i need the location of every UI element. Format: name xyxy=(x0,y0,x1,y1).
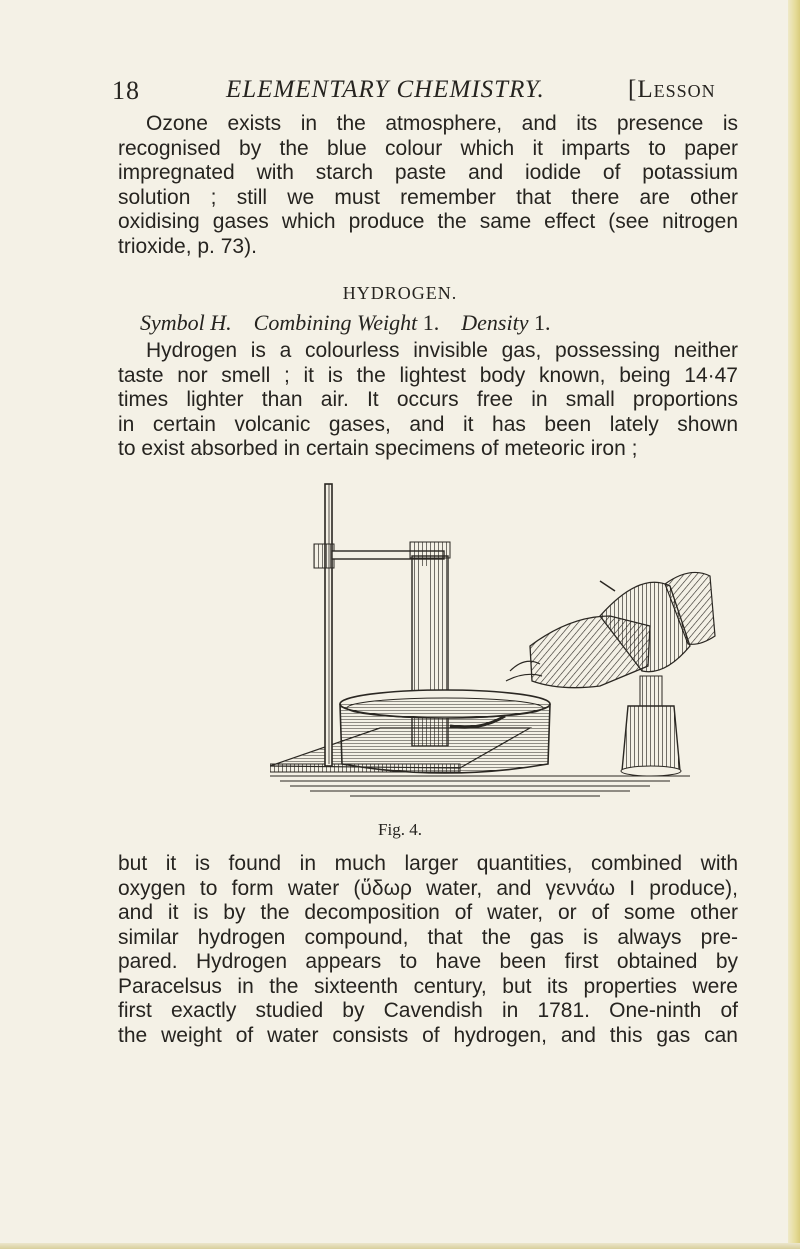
text-line: oxidising gases which produce the same effect (see nitrogen xyxy=(118,210,738,233)
page-header xyxy=(0,68,800,108)
weight-label: Combining Weight xyxy=(253,310,418,335)
text-line: first exactly studied by Cavendish in 1781. One-ninth of xyxy=(118,999,738,1022)
text-line: times lighter than air. It occurs free in small proportions xyxy=(118,388,738,411)
element-properties xyxy=(140,310,740,336)
text-line: Paracelsus in the sixteenth century, but its properties were xyxy=(118,974,738,998)
text-line: pared. Hydrogen appears to have been first obtained by xyxy=(118,950,738,973)
text-line: to exist absorbed in certain specimens of meteoric iron ; xyxy=(118,437,638,460)
symbol-value: H. xyxy=(210,310,232,335)
text-line: impregnated with starch paste and iodide of potassium xyxy=(118,161,738,184)
text-line: Hydrogen is a colourless invisible gas, possessing neither xyxy=(146,339,738,362)
text-line: and it is by the decomposition of water, or of some other xyxy=(118,901,738,924)
text-line: solution ; still we must remember that there are other xyxy=(118,185,738,209)
page-edge xyxy=(788,0,800,1249)
text-line: in certain volcanic gases, and it has been lately shown xyxy=(118,412,738,436)
text-line: but it is found in much larger quantities, combined with xyxy=(118,852,738,875)
running-title: ELEMENTARY CHEMISTRY. xyxy=(226,76,545,103)
text-line: trioxide, p. 73). xyxy=(118,234,257,258)
text-line: similar hydrogen compound, that the gas is always pre- xyxy=(118,925,738,949)
lesson-label: [Lesson xyxy=(628,76,716,103)
hydrogen-apparatus-icon xyxy=(270,476,770,816)
paragraph-hydrogen-intro xyxy=(118,339,738,462)
text-line: the weight of water consists of hydrogen, and this gas can xyxy=(118,1023,738,1047)
text-line: Ozone exists in the atmosphere, and its presence is xyxy=(146,112,738,135)
page-bottom-edge xyxy=(0,1243,800,1249)
text-line: recognised by the blue colour which it imparts to paper xyxy=(118,136,738,160)
density-value: 1. xyxy=(533,310,551,335)
section-heading: HYDROGEN. xyxy=(342,283,458,303)
text-line: oxygen to form water (ὕδωρ water, and γεννάω I produce), xyxy=(118,876,738,900)
figure-illustration xyxy=(270,476,770,816)
density-label: Density xyxy=(461,310,529,335)
paragraph-hydrogen-sources xyxy=(118,852,738,1048)
text-line: taste nor smell ; it is the lightest body known, being 14·47 xyxy=(118,363,738,387)
page-number: 18 xyxy=(112,76,140,105)
figure-caption: Fig. 4. xyxy=(378,820,422,839)
symbol-label: Symbol xyxy=(140,310,205,335)
weight-value: 1. xyxy=(422,310,440,335)
paragraph-ozone xyxy=(118,112,738,259)
